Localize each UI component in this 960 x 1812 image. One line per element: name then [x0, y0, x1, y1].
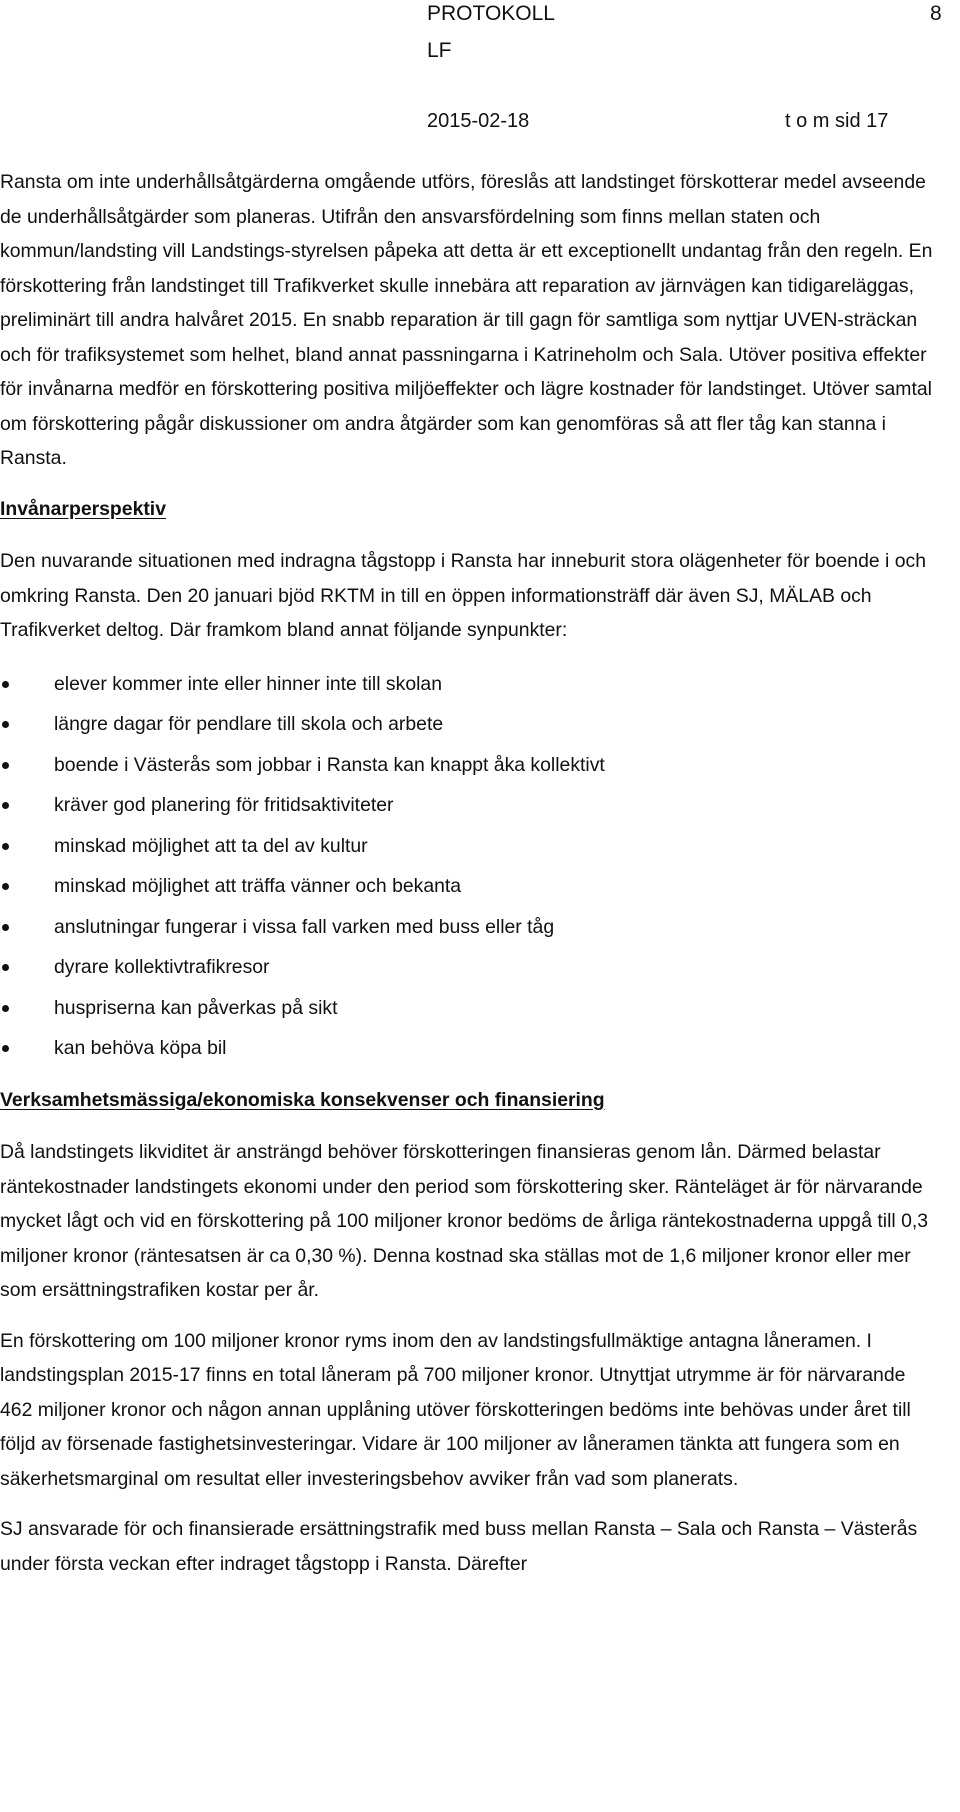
page-range: t o m sid 17 [785, 110, 889, 132]
bullet-icon [2, 843, 9, 850]
list-item: minskad möjlighet att träffa vänner och bekanta [0, 866, 940, 907]
document-body [0, 165, 940, 1581]
bullet-icon [2, 964, 9, 971]
bullet-icon [2, 883, 9, 890]
bullet-icon [2, 802, 9, 809]
list-item: dyrare kollektivtrafikresor [0, 947, 940, 988]
paragraph-laneram: En förskottering om 100 miljoner kronor ryms inom den av landstingsfullmäktige antagna låneramen. I landstingsplan 2015-17 finns en total låneram på 700 miljoner kronor. Utnyttjat utrymme är för närvarande 462 miljoner kronor och någon annan upplåning utöver förskotteringen bedöms inte behövas under året till följd av försenade fastighetsinvesteringar. Vidare är 100 miljoner av låneramen tänkta att fungera som en säkerhetsmarginal om resultat eller investeringsbehov avviker från vad som planerats. [0, 1329, 911, 1490]
list-item: anslutningar fungerar i vissa fall varken med buss eller tåg [0, 907, 940, 948]
list-item: längre dagar för pendlare till skola och arbete [0, 704, 940, 745]
list-item: kräver god planering för fritidsaktiviteter [0, 785, 940, 826]
list-item: minskad möjlighet att ta del av kultur [0, 826, 940, 867]
meeting-date: 2015-02-18 [427, 110, 530, 132]
list-item: huspriserna kan påverkas på sikt [0, 988, 940, 1029]
bullet-icon [2, 681, 9, 688]
bullet-icon [2, 1045, 9, 1052]
organization-code: LF [427, 39, 452, 62]
page-number: 8 [930, 2, 942, 25]
paragraph-likviditet: Då landstingets likviditet är ansträngd behöver förskotteringen finansieras genom lån. Därmed belastar räntekostnader landstingets ekonomi under den period som förskottering sker. Ränteläget är för närvarande mycket lågt och vid en förskottering på 100 miljoner kronor bedöms de årliga räntekostnaderna uppgå till 0,3 miljoner kronor (räntesatsen är ca 0,30 %). Denna kostnad ska ställas mot de 1,6 miljoner kronor eller mer som ersättningstrafiken kostar per år. [0, 1141, 929, 1301]
bullet-icon [2, 1005, 9, 1012]
heading-konsekvenser: Verksamhetsmässiga/ekonomiska konsekvenser och finansiering [0, 1088, 605, 1111]
bullet-icon [2, 762, 9, 769]
document-type: PROTOKOLL [427, 2, 555, 25]
bullet-icon [2, 924, 9, 931]
paragraph-ersattningstrafik: SJ ansvarade för och finansierade ersättningstrafik med buss mellan Ransta – Sala och Ransta – Västerås under första veckan efter indraget tågstopp i Ransta. Därefter [0, 1518, 918, 1575]
bullet-icon [2, 721, 9, 728]
paragraph-forskottering: Ransta om inte underhållsåtgärderna omgående utförs, föreslås att landstinget förskotterar medel avseende de underhållsåtgärder som planeras. Utifrån den ansvarsfördelning som finns mellan staten och kommun/landsting vill Landstings-styrelsen påpeka att detta är ett exceptionellt undantag från den regeln. En förskottering från landstinget till Trafikverket skulle innebära att reparation av järnvägen kan tidigareläggas, preliminärt till andra halvåret 2015. En snabb reparation är till gagn för samtliga som nyttjar UVEN-sträckan och för trafiksystemet som helhet, bland annat passningarna i Katrineholm och Sala. Utöver positiva effekter för invånarna medför en förskottering positiva miljöeffekter och lägre kostnader för landstinget. Utöver samtal om förskottering pågår diskussioner om andra åtgärder som kan genomföras så att fler tåg kan stanna i Ransta. [0, 171, 933, 469]
heading-invanarperspektiv: Invånarperspektiv [0, 497, 166, 520]
paragraph-situation: Den nuvarande situationen med indragna tågstopp i Ransta har inneburit stora olägenheter för boende i och omkring Ransta. Den 20 januari bjöd RKTM in till en öppen informationsträff där även SJ, MÄLAB och Trafikverket deltog. Där framkom bland annat följande synpunkter: [0, 550, 926, 641]
list-item: boende i Västerås som jobbar i Ransta kan knappt åka kollektivt [0, 745, 940, 786]
list-item: elever kommer inte eller hinner inte till skolan [0, 664, 940, 705]
list-item: kan behöva köpa bil [0, 1028, 940, 1069]
synpunkter-list [0, 664, 940, 1069]
